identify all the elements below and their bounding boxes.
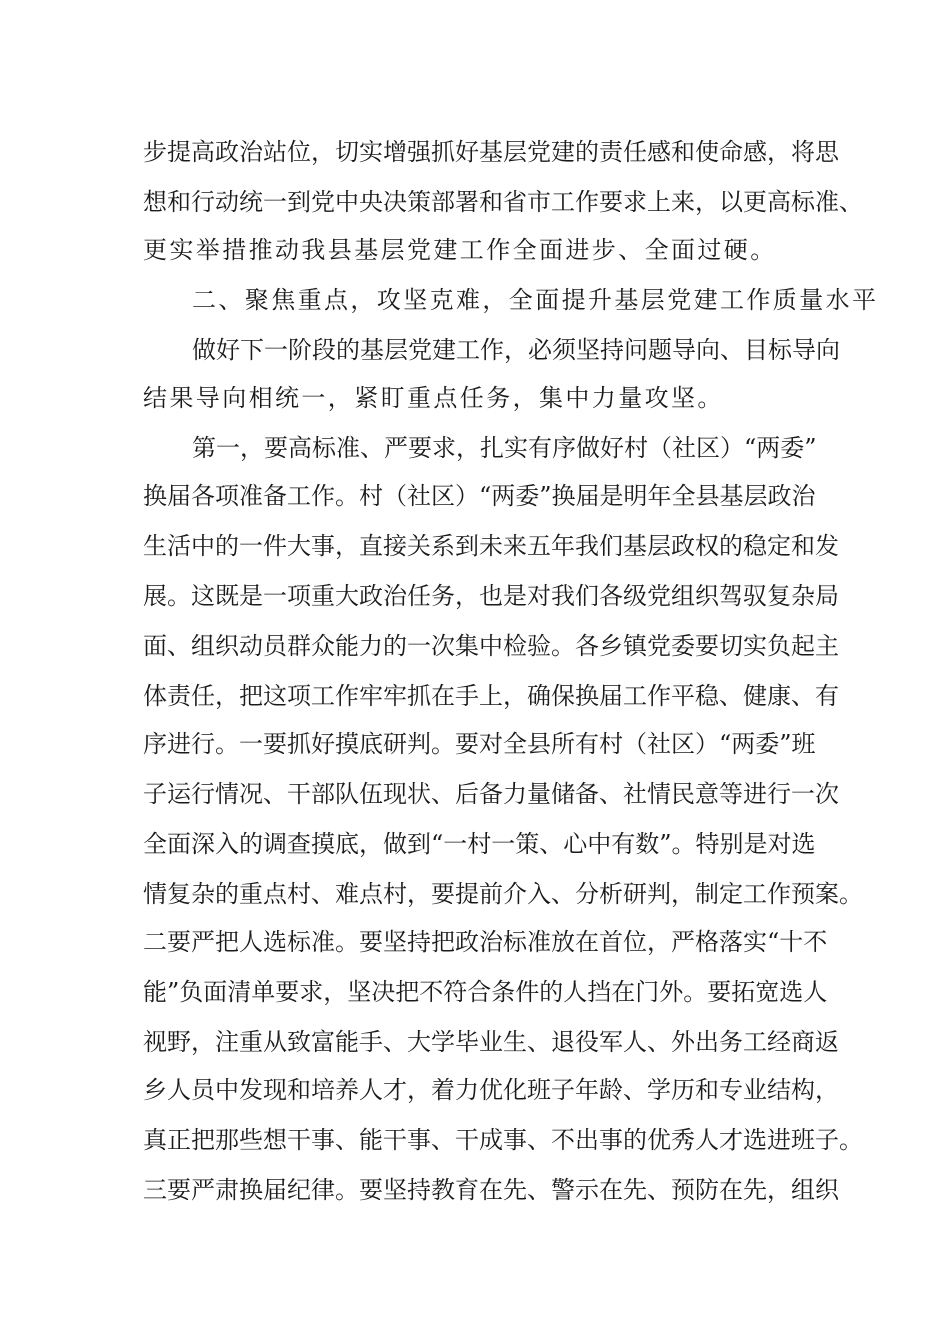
text-line: 真正把那些想干事、能干事、干成事、不出事的优秀人才选进班子。 xyxy=(143,1126,863,1154)
text-line: 能”负面清单要求，坚决把不符合条件的人挡在门外。要拓宽选人 xyxy=(143,978,828,1006)
text-line: 二要严把人选标准。要坚持把政治标准放在首位，严格落实“十不 xyxy=(143,928,828,956)
text-line: 全面深入的调查摸底，做到“一村一策、心中有数”。特别是对选 xyxy=(143,830,816,858)
text-line: 展。这既是一项重大政治任务，也是对我们各级党组织驾驭复杂局 xyxy=(143,582,839,610)
text-line: 结果导向相统一，紧盯重点任务，集中力量攻坚。 xyxy=(143,384,724,412)
text-line: 更实举措推动我县基层党建工作全面进步、全面过硬。 xyxy=(143,236,777,264)
text-line: 乡人员中发现和培养人才，着力优化班子年龄、学历和专业结构， xyxy=(143,1076,839,1104)
text-line: 体责任，把这项工作牢牢抓在手上，确保换届工作平稳、健康、有 xyxy=(143,682,839,710)
text-line: 想和行动统一到党中央决策部署和省市工作要求上来，以更高标准、 xyxy=(143,188,863,216)
text-line: 第一，要高标准、严要求，扎实有序做好村（社区）“两委” xyxy=(192,434,817,462)
text-line: 子运行情况、干部队伍现状、后备力量储备、社情民意等进行一次 xyxy=(143,780,839,808)
section-heading: 二、聚焦重点，攻坚克难，全面提升基层党建工作质量水平 xyxy=(192,286,879,314)
text-line: 生活中的一件大事，直接关系到未来五年我们基层政权的稳定和发 xyxy=(143,532,839,560)
text-line: 三要严肃换届纪律。要坚持教育在先、警示在先、预防在先，组织 xyxy=(143,1176,839,1204)
text-line: 序进行。一要抓好摸底研判。要对全县所有村（社区）“两委”班 xyxy=(143,730,816,758)
text-line: 做好下一阶段的基层党建工作，必须坚持问题导向、目标导向 xyxy=(192,336,840,364)
text-line: 面、组织动员群众能力的一次集中检验。各乡镇党委要切实负起主 xyxy=(143,632,839,660)
text-line: 情复杂的重点村、难点村，要提前介入、分析研判，制定工作预案。 xyxy=(143,880,863,908)
text-line: 视野，注重从致富能手、大学毕业生、退役军人、外出务工经商返 xyxy=(143,1028,839,1056)
text-line: 换届各项准备工作。村（社区）“两委”换届是明年全县基层政治 xyxy=(143,482,816,510)
text-line: 步提高政治站位，切实增强抓好基层党建的责任感和使命感，将思 xyxy=(143,138,839,166)
